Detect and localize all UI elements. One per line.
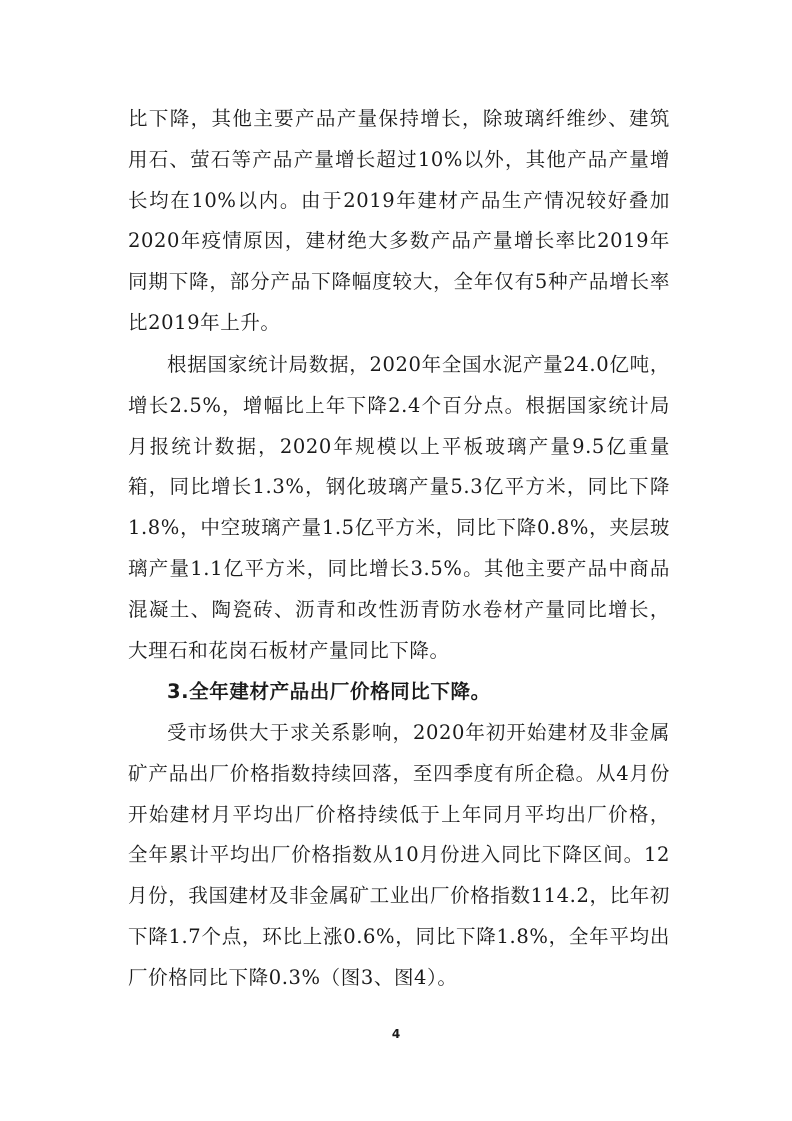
body-paragraph-3: 受市场供大于求关系影响，2020年初开始建材及非金属矿产品出厂价格指数持续回落，至四季度有所企稳。从4月份开始建材月平均出厂价格持续低于上年同月平均出厂价格，全年累计平均出厂价格指数从10月份进入同比下降区间。12月份，我国建材及非金属矿工业出厂价格指数114.2，比年初下降1.7个点，环比上涨0.6%，同比下降1.8%，全年平均出厂价格同比下降0.3%（图3、图4）。	[128, 721, 670, 989]
section-heading: 3.全年建材产品出厂价格同比下降。	[167, 680, 491, 703]
page-number: 4	[391, 1027, 401, 1041]
body-paragraph-2: 根据国家统计局数据，2020年全国水泥产量24.0亿吨，增长2.5%，增幅比上年下降2.4个百分点。根据国家统计局月报统计数据，2020年规模以上平板玻璃产量9.5亿重量箱，同比增长1.3%，钢化玻璃产量5.3亿平方米，同比下降1.8%，中空玻璃产量1.5亿平方米，同比下降0.8%，夹层玻璃产量1.1亿平方米，同比增长3.5%。其他主要产品中商品混凝土、陶瓷砖、沥青和改性沥青防水卷材产量同比增长，大理石和花岗石板材产量同比下降。	[128, 353, 670, 662]
body-paragraph-1: 比下降，其他主要产品产量保持增长，除玻璃纤维纱、建筑用石、萤石等产品产量增长超过10%以外，其他产品产量增长均在10%以内。由于2019年建材产品生产情况较好叠加2020年疫情原因，建材绝大多数产品产量增长率比2019年同期下降，部分产品下降幅度较大，全年仅有5种产品增长率比2019年上升。	[128, 107, 670, 334]
